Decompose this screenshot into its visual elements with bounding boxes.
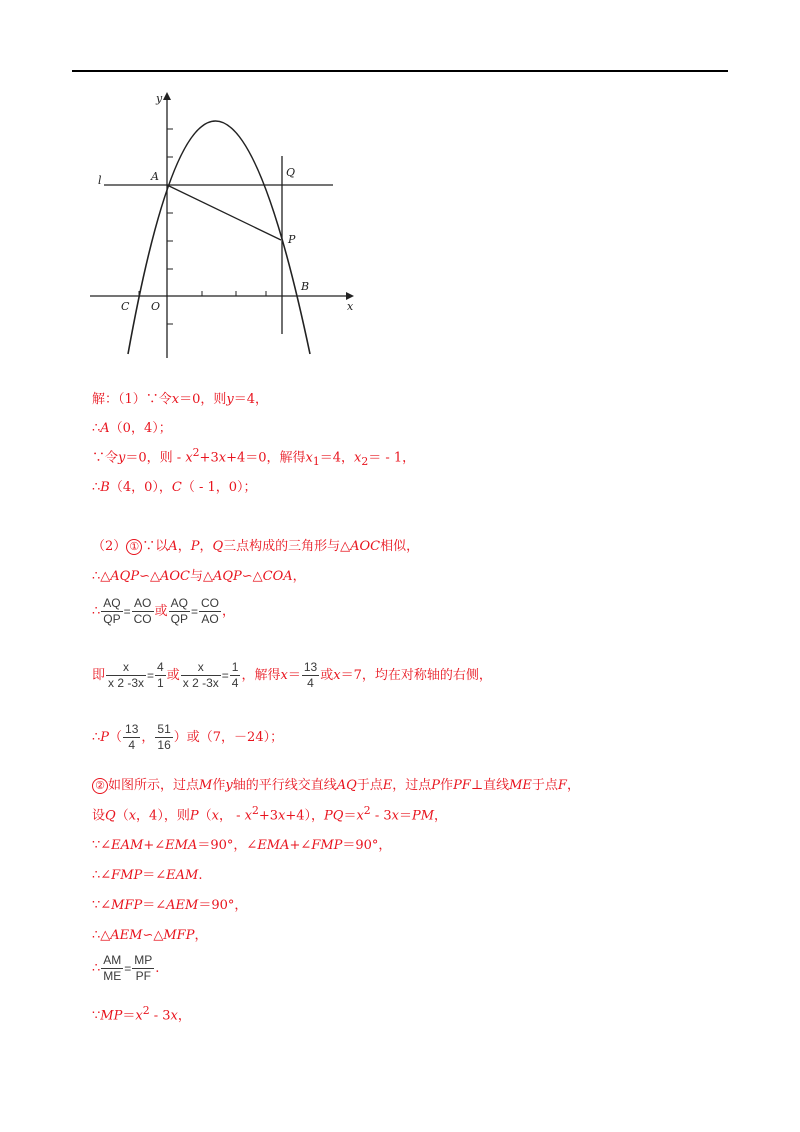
parabola-curve bbox=[128, 121, 310, 354]
math-token: ∴ bbox=[92, 961, 101, 976]
solution-line-14 bbox=[92, 894, 247, 913]
math-token: ② bbox=[92, 778, 108, 794]
math-token: x bbox=[391, 808, 399, 824]
math-token: ＝∠ bbox=[142, 898, 167, 913]
math-token: AQP bbox=[110, 569, 140, 584]
solution-line-16 bbox=[92, 953, 159, 984]
math-token: ， bbox=[222, 604, 236, 619]
solution-line-1 bbox=[92, 388, 268, 407]
math-token: PF bbox=[453, 778, 471, 793]
solution-line-9 bbox=[92, 722, 283, 753]
math-token: 2 bbox=[251, 804, 259, 817]
math-token: ＝90°， bbox=[342, 838, 392, 853]
math-token: = bbox=[147, 668, 155, 683]
math-token: ＝ bbox=[122, 1008, 136, 1024]
math-token: Q bbox=[212, 539, 224, 554]
parabola-figure bbox=[88, 88, 358, 360]
math-token: ∴ bbox=[92, 730, 101, 745]
math-token: +4）， bbox=[285, 808, 325, 824]
math-token: = bbox=[221, 668, 229, 683]
math-token: QP bbox=[103, 612, 121, 626]
math-token: AOC bbox=[159, 569, 190, 584]
solution-line-8 bbox=[92, 660, 492, 691]
math-token: 与△ bbox=[189, 569, 213, 584]
math-token: ＝0，则 - bbox=[125, 450, 186, 466]
math-token: 或 bbox=[320, 668, 334, 683]
math-token: 1 bbox=[312, 454, 320, 468]
math-token: 轴的平行线交直线 bbox=[232, 778, 337, 793]
math-token: x bbox=[181, 660, 221, 676]
math-token: （ - 1，0）； bbox=[181, 480, 257, 495]
math-token: ME bbox=[103, 969, 122, 983]
math-token: AQ bbox=[103, 596, 121, 610]
math-token: 2 bbox=[361, 454, 369, 468]
math-token: CO bbox=[201, 596, 220, 610]
math-token: AO bbox=[201, 612, 219, 626]
math-token: QP bbox=[170, 612, 188, 626]
math-token: 于点 bbox=[356, 778, 383, 793]
math-token: AEM bbox=[166, 898, 199, 913]
math-token: C bbox=[171, 480, 182, 495]
fraction bbox=[169, 596, 190, 627]
solution-line-17 bbox=[92, 1004, 191, 1023]
math-token: ∵令 bbox=[92, 450, 119, 466]
math-token: x 2 -3x bbox=[182, 676, 219, 690]
math-token: . bbox=[198, 868, 203, 883]
math-token: - 3 bbox=[149, 1008, 171, 1024]
fraction bbox=[123, 722, 140, 753]
math-token: = bbox=[123, 604, 131, 619]
label-o: O bbox=[151, 300, 161, 313]
solution-line-6 bbox=[92, 565, 306, 584]
math-token: 解：（1）∵令 bbox=[92, 392, 172, 407]
math-token: P bbox=[100, 730, 110, 745]
math-token: 即 bbox=[92, 668, 106, 683]
math-token: ）或（7，－24）； bbox=[173, 730, 284, 745]
math-token: 作 bbox=[440, 778, 454, 793]
math-token: ， bbox=[177, 1008, 191, 1024]
solution-line-10 bbox=[92, 774, 580, 794]
solution-line-15 bbox=[92, 924, 207, 943]
math-token: ∴ bbox=[92, 480, 101, 495]
label-c: C bbox=[121, 300, 130, 313]
math-token: ∽△ bbox=[241, 569, 263, 584]
math-token: 51 bbox=[157, 722, 171, 736]
label-l: l bbox=[98, 174, 102, 187]
math-token: x bbox=[278, 808, 286, 824]
math-token: x bbox=[280, 668, 288, 683]
fraction bbox=[155, 660, 166, 691]
solution-line-12 bbox=[92, 834, 391, 853]
math-token: x bbox=[171, 392, 180, 407]
math-token: MFP bbox=[111, 898, 143, 913]
label-p: P bbox=[288, 233, 296, 246]
math-token: x bbox=[135, 1008, 143, 1024]
segment-ap bbox=[167, 185, 281, 240]
math-token: 13 bbox=[125, 722, 139, 736]
math-token: CO bbox=[133, 612, 152, 626]
label-b: B bbox=[301, 280, 310, 293]
math-token: （4，0）， bbox=[109, 480, 172, 495]
math-token: ∴ bbox=[92, 421, 101, 436]
math-token: ， bbox=[292, 569, 306, 584]
fraction bbox=[230, 660, 241, 691]
math-token: x bbox=[128, 808, 137, 824]
solution-line-13 bbox=[92, 864, 203, 883]
math-token: AM bbox=[103, 953, 122, 967]
math-token: EAM bbox=[166, 868, 199, 883]
x-ticks bbox=[139, 291, 266, 296]
math-token: AQP bbox=[212, 569, 242, 584]
math-token: y bbox=[225, 778, 233, 793]
math-token: P bbox=[431, 778, 441, 793]
math-token: x bbox=[305, 450, 313, 466]
math-token: ＝4， bbox=[319, 450, 355, 466]
label-x: x bbox=[347, 300, 354, 313]
math-token: AQ bbox=[336, 778, 357, 793]
y-axis-arrow bbox=[163, 92, 171, 100]
math-token: （0，4）； bbox=[109, 421, 172, 436]
math-token: AEM bbox=[110, 928, 143, 943]
math-token: x bbox=[211, 808, 219, 824]
math-token: +4＝0，解得 bbox=[226, 450, 306, 466]
math-token: （2） bbox=[92, 539, 127, 554]
math-token: EMA bbox=[257, 838, 290, 853]
math-token: x bbox=[354, 450, 362, 466]
label-a: A bbox=[151, 170, 159, 183]
math-token: ＝ bbox=[343, 808, 357, 824]
math-token: x bbox=[356, 808, 364, 824]
math-token: PF bbox=[135, 969, 151, 983]
math-token: 4 bbox=[307, 676, 314, 690]
header-rule bbox=[72, 70, 728, 72]
math-token: ， bbox=[566, 778, 580, 793]
math-token: +∠ bbox=[289, 838, 312, 853]
math-token: （ bbox=[115, 808, 129, 824]
solution-line-4 bbox=[92, 476, 257, 495]
math-token: x bbox=[333, 668, 341, 683]
math-token: ＝7，均在对称轴的右侧， bbox=[340, 668, 492, 683]
math-token: FMP bbox=[311, 838, 343, 853]
math-token: ， bbox=[177, 539, 191, 554]
math-token: ＝4， bbox=[233, 392, 269, 407]
math-token: y bbox=[226, 392, 234, 407]
math-token: ＝ bbox=[287, 668, 301, 683]
fraction bbox=[132, 596, 154, 627]
math-token: Q bbox=[105, 808, 116, 824]
math-token: 1 bbox=[157, 676, 164, 690]
math-token: AOC bbox=[350, 539, 381, 554]
math-token: P bbox=[190, 539, 200, 554]
math-token: - 3 bbox=[370, 808, 392, 824]
solution-line-11 bbox=[92, 804, 447, 823]
math-token: 16 bbox=[157, 738, 171, 752]
math-token: A bbox=[100, 421, 110, 436]
math-token: EMA bbox=[165, 838, 198, 853]
solution-line-2 bbox=[92, 417, 172, 436]
math-token: ME bbox=[509, 778, 532, 793]
math-token: 三点构成的三角形与△ bbox=[223, 539, 351, 554]
math-token: ∴△ bbox=[92, 569, 111, 584]
math-token: （ bbox=[109, 730, 123, 745]
math-token: （ bbox=[198, 808, 212, 824]
math-token: ， bbox=[199, 539, 213, 554]
math-token: 2 bbox=[142, 1004, 150, 1017]
math-token: PM bbox=[411, 808, 435, 824]
math-token: ① bbox=[126, 539, 142, 555]
math-token: ， bbox=[194, 928, 208, 943]
math-token: ＝ - 1， bbox=[368, 450, 416, 466]
math-token: +3 bbox=[258, 808, 279, 824]
math-token: x bbox=[218, 450, 227, 466]
math-token: P bbox=[189, 808, 199, 824]
math-token: COA bbox=[262, 569, 293, 584]
math-token: F bbox=[557, 778, 567, 793]
math-token: MP bbox=[134, 953, 153, 967]
math-token: A bbox=[168, 539, 178, 554]
math-token: AQ bbox=[170, 596, 188, 610]
math-token: 设 bbox=[92, 808, 106, 824]
math-token: 1 bbox=[231, 660, 239, 674]
math-token: ， - bbox=[218, 808, 245, 824]
label-q: Q bbox=[286, 166, 296, 179]
fraction bbox=[302, 660, 319, 691]
math-token: x bbox=[170, 1008, 178, 1024]
math-token: EAM bbox=[111, 838, 144, 853]
math-token: AO bbox=[132, 596, 154, 612]
math-token: FMP bbox=[111, 868, 143, 883]
math-token: 或 bbox=[154, 604, 168, 619]
math-token: ， bbox=[141, 730, 155, 745]
math-token: x bbox=[185, 450, 193, 466]
math-token: 2 bbox=[192, 446, 200, 459]
math-token: ， bbox=[434, 808, 448, 824]
math-token: MFP bbox=[163, 928, 195, 943]
math-token: ∴△ bbox=[92, 928, 111, 943]
math-token: y bbox=[118, 450, 126, 466]
math-token: M bbox=[199, 778, 213, 793]
math-token: 13 bbox=[303, 660, 318, 674]
fraction bbox=[106, 660, 146, 691]
math-token: ＝ bbox=[398, 808, 412, 824]
solution-line-5 bbox=[92, 535, 419, 555]
math-token: 或 bbox=[166, 668, 180, 683]
math-token: 相似， bbox=[380, 539, 420, 554]
math-token: ∴∠ bbox=[92, 868, 112, 883]
math-token: x bbox=[244, 808, 252, 824]
math-token: 4 bbox=[128, 738, 136, 752]
fraction bbox=[181, 660, 221, 691]
math-token: = bbox=[124, 961, 132, 976]
fraction bbox=[101, 596, 122, 627]
fraction bbox=[199, 596, 221, 627]
math-token: +∠ bbox=[143, 838, 166, 853]
math-token: 作 bbox=[212, 778, 226, 793]
solution-line-3 bbox=[92, 446, 415, 468]
math-token: ∴ bbox=[92, 604, 101, 619]
math-token: 2 bbox=[363, 804, 371, 817]
math-token: ，4），则 bbox=[136, 808, 190, 824]
math-token: x 2 -3x bbox=[108, 676, 145, 690]
fraction bbox=[101, 953, 123, 984]
math-token: 4 bbox=[157, 660, 164, 674]
math-token: ，解得 bbox=[241, 668, 281, 683]
math-token: ∵∠ bbox=[92, 838, 112, 853]
math-token: ＝90°， bbox=[198, 898, 248, 913]
math-token: E bbox=[382, 778, 393, 793]
fraction bbox=[132, 953, 154, 984]
math-token: = bbox=[191, 604, 199, 619]
x-axis-arrow bbox=[346, 292, 354, 300]
math-token: ∵∠ bbox=[92, 898, 112, 913]
math-token: ∽△ bbox=[139, 569, 160, 584]
y-ticks bbox=[167, 129, 173, 324]
math-token: 如图所示，过点 bbox=[108, 778, 200, 793]
math-token: ⊥直线 bbox=[470, 778, 510, 793]
math-token: ，过点 bbox=[392, 778, 432, 793]
math-token: 于点 bbox=[531, 778, 558, 793]
math-token: x bbox=[106, 660, 146, 676]
solution-line-7 bbox=[92, 596, 235, 627]
math-token: PQ bbox=[324, 808, 344, 824]
math-token: ∽△ bbox=[142, 928, 164, 943]
math-token: ∵ bbox=[92, 1008, 101, 1024]
math-token: ＝0，则 bbox=[179, 392, 227, 407]
label-y: y bbox=[156, 92, 163, 105]
math-token: ∵以 bbox=[142, 539, 169, 554]
math-token: MP bbox=[100, 1008, 123, 1024]
math-token: +3 bbox=[199, 450, 219, 466]
fraction bbox=[155, 722, 172, 753]
math-token: . bbox=[155, 961, 160, 976]
math-token: ＝90°，∠ bbox=[197, 838, 258, 853]
math-token: 4 bbox=[231, 676, 239, 690]
math-token: ＝∠ bbox=[142, 868, 167, 883]
math-token: B bbox=[100, 480, 110, 495]
